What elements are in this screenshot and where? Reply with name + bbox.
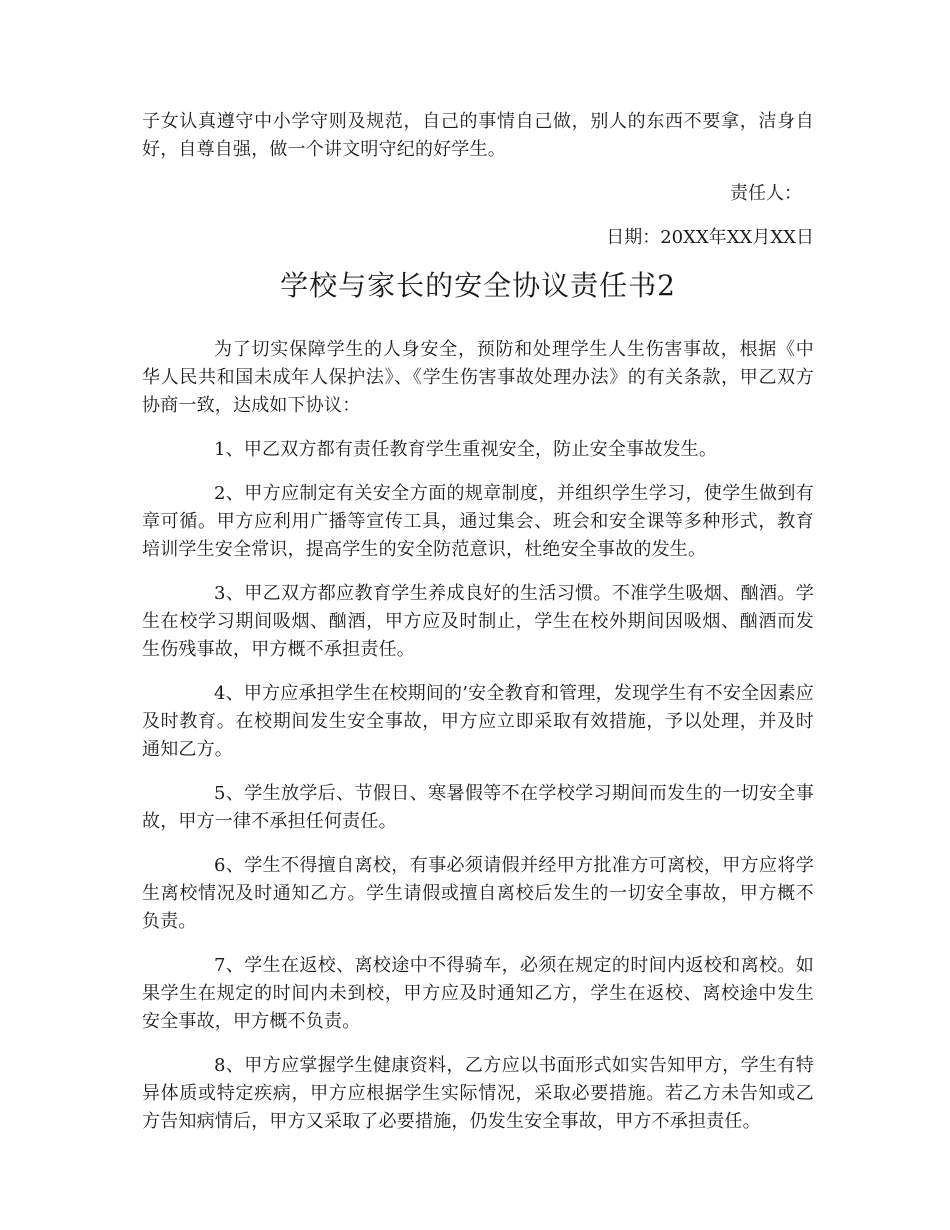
continuation-paragraph: 子女认真遵守中小学守则及规范，自己的事情自己做，别人的东西不要拿，洁身自好，自尊自强，做一个讲文明守纪的好学生。 (142, 111, 814, 160)
clause-5: 5、学生放学后、节假日、寒暑假等不在学校学习期间而发生的一切安全事故，甲方一律不承担任何责任。 (142, 783, 814, 832)
clause-2: 2、甲方应制定有关安全方面的规章制度，并组织学生学习，使学生做到有章可循。甲方应利用广播等宣传工具，通过集会、班会和安全课等多种形式，教育培训学生安全常识，提高学生的安全防范意识，杜绝安全事故的发生。 (142, 483, 814, 560)
clause-7: 7、学生在返校、离校途中不得骑车，必须在规定的时间内返校和离校。如果学生在规定的时间内未到校，甲方应及时通知乙方，学生在返校、离校途中发生安全事故，甲方概不负责。 (142, 955, 814, 1032)
clause-1: 1、甲乙双方都有责任教育学生重视安全，防止安全事故发生。 (214, 439, 718, 460)
document-page (142, 108, 814, 1136)
date-line: 日期：20XX年XX月XX日 (606, 227, 814, 248)
intro-paragraph: 为了切实保障学生的人身安全，预防和处理学生人生伤害事故，根据《中华人民共和国未成年人保护法》、《学生伤害事故处理办法》的有关条款，甲乙双方协商一致，达成如下协议： (142, 339, 814, 416)
clause-3: 3、甲乙双方都应教育学生养成良好的生活习惯。不准学生吸烟、酗酒。学生在校学习期间吸烟、酗酒，甲方应及时制止，学生在校外期间因吸烟、酗酒而发生伤残事故，甲方概不承担责任。 (142, 583, 814, 660)
signer-label: 责任人： (730, 183, 802, 204)
clause-4: 4、甲方应承担学生在校期间的’安全教育和管理，发现学生有不安全因素应及时教育。在校期间发生安全事故，甲方应立即采取有效措施，予以处理，并及时通知乙方。 (142, 683, 814, 760)
clause-8: 8、甲方应掌握学生健康资料，乙方应以书面形式如实告知甲方，学生有特异体质或特定疾病，甲方应根据学生实际情况，采取必要措施。若乙方未告知或乙方告知病情后，甲方又采取了必要措施，仍发生安全事故，甲方不承担责任。 (142, 1055, 814, 1132)
document-title: 学校与家长的安全协议责任书2 (280, 269, 676, 302)
clause-6: 6、学生不得擅自离校，有事必须请假并经甲方批准方可离校，甲方应将学生离校情况及时通知乙方。学生请假或擅自离校后发生的一切安全事故，甲方概不负责。 (142, 855, 814, 932)
